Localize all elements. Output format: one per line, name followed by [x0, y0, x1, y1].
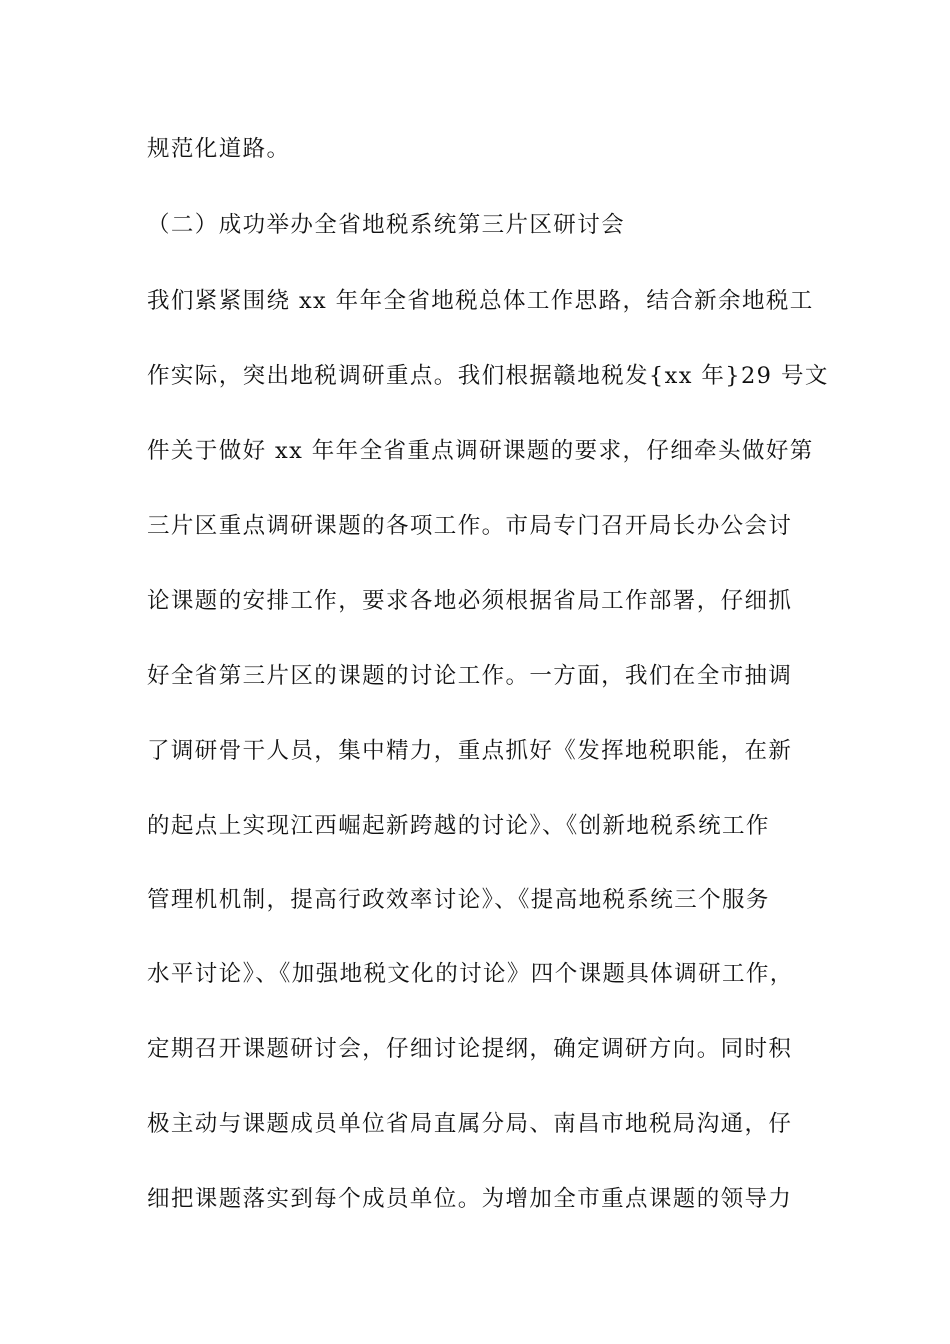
paragraph-line: 三片区重点调研课题的各项工作。市局专门召开局长办公会讨: [147, 513, 793, 539]
paragraph-line: 细把课题落实到每个成员单位。为增加全市重点课题的领导力: [147, 1186, 793, 1212]
section-heading: （二）成功举办全省地税系统第三片区研讨会: [147, 212, 626, 238]
paragraph-line: 规范化道路。: [147, 136, 291, 162]
paragraph-line: 我们紧紧围绕 xx 年年全省地税总体工作思路，结合新余地税工: [147, 288, 814, 314]
paragraph-line: 管理机机制，提高行政效率讨论》、《提高地税系统三个服务: [147, 887, 770, 913]
paragraph-line: 作实际，突出地税调研重点。我们根据赣地税发{xx 年}29 号文: [147, 363, 829, 389]
paragraph-line: 好全省第三片区的课题的讨论工作。一方面，我们在全市抽调: [147, 663, 793, 689]
paragraph-line: 水平讨论》、《加强地税文化的讨论》四个课题具体调研工作，: [147, 961, 794, 987]
paragraph-line: 了调研骨干人员，集中精力，重点抓好《发挥地税职能，在新: [147, 738, 793, 764]
paragraph-line: 极主动与课题成员单位省局直属分局、南昌市地税局沟通，仔: [147, 1111, 793, 1137]
paragraph-line: 论课题的安排工作，要求各地必须根据省局工作部署，仔细抓: [147, 588, 793, 614]
paragraph-line: 件关于做好 xx 年年全省重点调研课题的要求，仔细牵头做好第: [147, 438, 814, 464]
paragraph-line: 的起点上实现江西崛起新跨越的讨论》、《创新地税系统工作: [147, 813, 770, 839]
paragraph-line: 定期召开课题研讨会，仔细讨论提纲，确定调研方向。同时积: [147, 1036, 793, 1062]
